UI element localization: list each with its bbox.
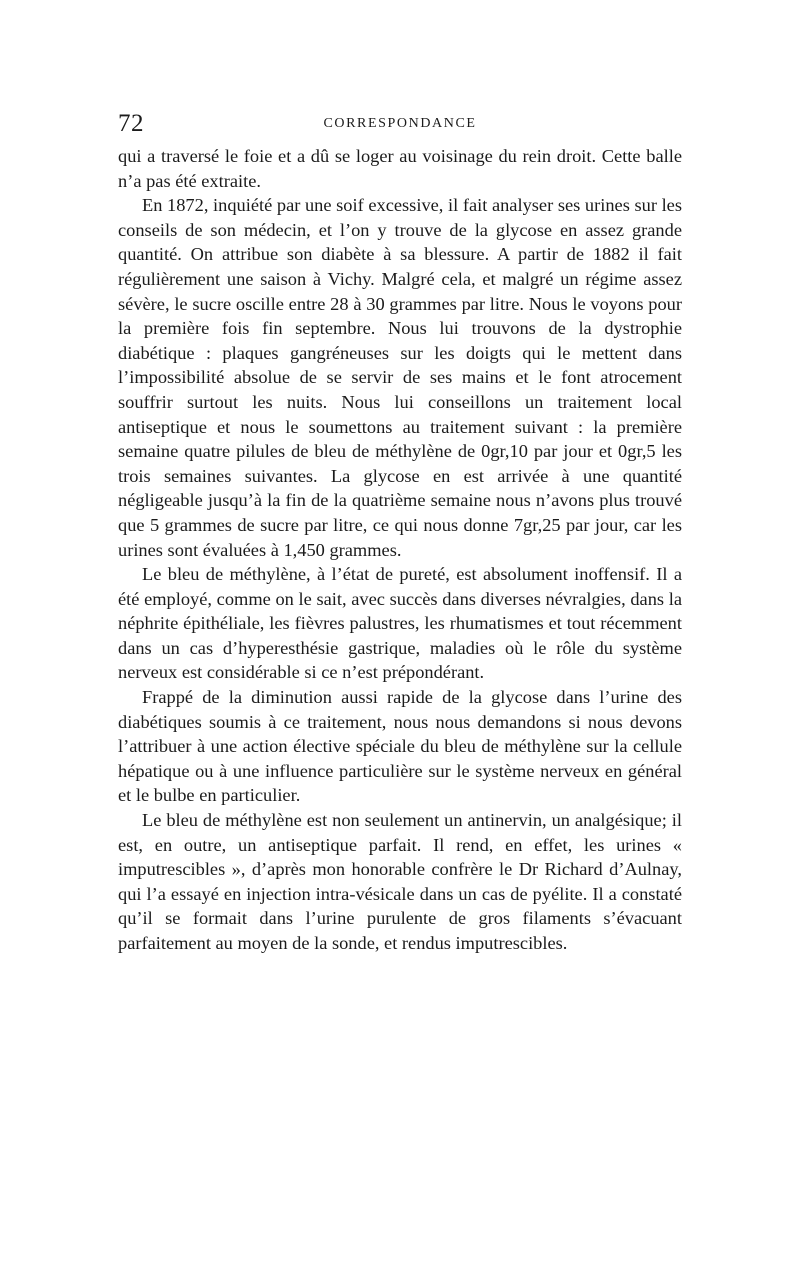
document-page xyxy=(118,110,682,956)
body-text xyxy=(118,144,682,956)
paragraph-antiseptic: Le bleu de méthylène est non seulement un antinervin, un analgésique; il est, en outre, un antiseptique parfait. Il rend, en effet, les urines « imputrescibles », d’après mon honorable confrère le Dr Richard d’Aulnay, qui l’a essayé en injection intra-vésicale dans un cas de pyélite. Il a constaté qu’il se formait dans l’urine purulente de gros filaments s’évacuant parfaitement au moyen de la sonde, et rendus imputrescibles. xyxy=(118,810,682,953)
paragraph-case-history: En 1872, inquiété par une soif excessive, il fait analyser ses urines sur les conseils de son médecin, et l’on y trouve de la glycose en assez grande quantité. On attribue son diabète à sa blessure. A partir de 1882 il fait régulièrement une saison à Vichy. Malgré cela, et malgré un régime assez sévère, le sucre oscille entre 28 à 30 grammes par litre. Nous le voyons pour la première fois fin septembre. Nous lui trouvons de la dystrophie diabétique : plaques gangréneuses sur les doigts qui le mettent dans l’impossibilité absolue de se servir de ses mains et le font atrocement souffrir surtout les nuits. Nous lui conseillons un traitement local antiseptique et nous le soumettons au traitement suivant : la première semaine quatre pilules de bleu de méthylène de 0gr,10 par jour et 0gr,5 les trois semaines suivantes. La glycose en est arrivée à une quantité négligeable jusqu’à la fin de la quatrième semaine nous n’avons plus trouvé que 5 grammes de sucre par litre, ce qui nous donne 7gr,25 par jour, car les urines sont évaluées à 1,450 grammes. xyxy=(118,195,682,560)
page-number: 72 xyxy=(118,110,144,137)
page-header xyxy=(118,110,682,144)
paragraph-glycose-reduction: Frappé de la diminution aussi rapide de la glycose dans l’urine des diabétiques soumis à ce traitement, nous nous demandons si nous devons l’attribuer à une action élective spéciale du bleu de méthylène sur la cellule hépatique ou à une influence particulière sur le système nerveux en général et le bulbe en particulier. xyxy=(118,687,682,806)
paragraph-continuation: qui a traversé le foie et a dû se loger au voisinage du rein droit. Cette balle n’a pas été extraite. xyxy=(118,146,682,191)
paragraph-methylene-blue-safety: Le bleu de méthylène, à l’état de pureté, est absolument inoffensif. Il a été employé, comme on le sait, avec succès dans diverses névralgies, dans la néphrite épithéliale, les fièvres palustres, les rhumatismes et tout récemment dans un cas d’hyperesthésie gastrique, maladies où le rôle du système nerveux est considérable si ce n’est prépondérant. xyxy=(118,564,682,683)
running-title: CORRESPONDANCE xyxy=(323,116,477,131)
